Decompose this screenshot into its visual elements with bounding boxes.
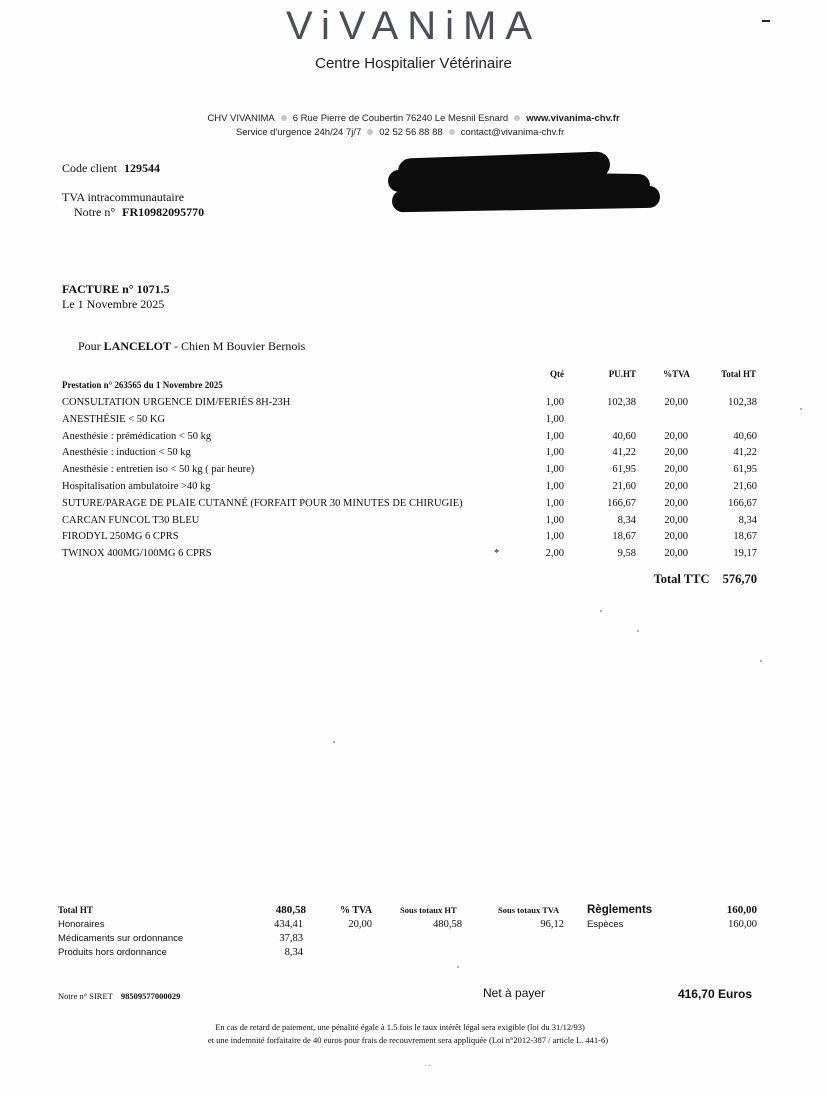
prestation-line: Prestation n° 263565 du 1 Novembre 2025 — [62, 380, 223, 390]
sous-totaux-ht-value: 480,58 — [433, 919, 462, 930]
tva-number-value: FR10982095770 — [122, 205, 205, 219]
header-qte: Qté — [550, 369, 564, 379]
line-label: Hospitalisation ambulatoire >40 kg — [62, 481, 211, 492]
invoice-title-label: FACTURE n° — [62, 282, 134, 296]
scan-speck — [600, 610, 602, 612]
bullet-icon — [367, 129, 373, 135]
especes-value: 160,00 — [728, 919, 757, 930]
line-pu: 21,60 — [612, 481, 636, 492]
line-qte: 1,00 — [545, 464, 564, 476]
line-qte: 1,00 — [545, 447, 564, 459]
bullet-icon — [514, 115, 520, 121]
header-total: Total HT — [721, 369, 756, 379]
line-label: TWINOX 400MG/100MG 6 CPRS — [62, 548, 212, 560]
scan-mark: · · — [424, 1062, 431, 1070]
patient-name: LANCELOT — [103, 339, 172, 353]
total-ttc-value: 576,70 — [722, 572, 757, 586]
line-tva: 20,00 — [664, 447, 688, 459]
sous-totaux-tva-value: 96,12 — [540, 919, 564, 930]
line-label: Anesthésie : prémédication < 50 kg — [62, 430, 212, 442]
net-a-payer-value: 416,70 Euros — [677, 987, 752, 1001]
especes-label: Espèces — [587, 919, 624, 930]
clinic-address: 6 Rue Pierre de Coubertin 76240 Le Mesnil Esnard — [292, 113, 509, 124]
line-tva: 20,00 — [664, 497, 688, 509]
line-pu: 40,60 — [612, 430, 636, 442]
summary-line-label: Médicaments sur ordonnance — [58, 933, 184, 944]
line-tva: 20,00 — [664, 514, 688, 526]
client-code-value: 129544 — [123, 161, 160, 175]
scan-speck — [457, 966, 459, 968]
net-a-payer-label: Net à payer — [483, 986, 546, 1000]
sous-totaux-tva-header: Sous totaux TVA — [498, 905, 560, 915]
line-pu: 41,22 — [612, 447, 636, 459]
line-qte: 1,00 — [545, 514, 564, 526]
tva-number-label: Notre n° — [74, 205, 116, 219]
siret — [58, 986, 180, 1004]
clinic-website: www.vivanima-chv.fr — [526, 113, 620, 124]
line-qte: 1,00 — [545, 481, 564, 492]
bullet-icon — [281, 115, 287, 121]
line-tva: 20,00 — [664, 481, 688, 492]
summary-line-value: 8,34 — [284, 947, 303, 958]
scan-speck — [760, 660, 762, 662]
line-total: 40,60 — [733, 430, 757, 442]
client-code-label: Code client — [62, 161, 117, 175]
total-ttc-label: Total TTC — [653, 572, 710, 586]
summary-total-ht-label: Total HT — [58, 905, 93, 915]
tva-label: TVA intracommunautaire — [62, 190, 185, 204]
summary-line-label: Produits hors ordonnance — [58, 947, 167, 958]
siret-value: 98509577000029 — [120, 991, 181, 1001]
siret-label: Notre n° SIRET — [58, 991, 113, 1001]
line-qte: 1,00 — [545, 430, 564, 442]
line-tva: 20,00 — [664, 548, 688, 560]
line-total: 61,95 — [733, 464, 757, 476]
line-label: Anesthésie : entretien iso < 50 kg ( par heure) — [62, 464, 255, 476]
line-label: SUTURE/PARAGE DE PLAIE CUTANNÉ (FORFAIT POUR 30 MINUTES DE CHIRUGIE) — [62, 497, 463, 509]
line-qte: 1,00 — [545, 397, 564, 408]
invoice-date: Le 1 Novembre 2025 — [62, 297, 165, 311]
legal-line-1: En cas de retard de paiement, une pénalité égale à 1.5 fois le taux intérêt légal sera exigible (loi du 31/12/93) — [215, 1022, 585, 1032]
line-pu: 61,95 — [612, 464, 636, 476]
header-pu: PU.HT — [608, 369, 636, 379]
line-qte: 2,00 — [545, 548, 564, 560]
tva-number — [74, 205, 204, 220]
line-pu: 102,38 — [607, 397, 636, 408]
clinic-name: CHV VIVANIMA — [207, 113, 275, 124]
scan-speck — [333, 741, 335, 743]
line-label: FIRODYL 250MG 6 CPRS — [62, 531, 179, 543]
line-pu: 166,67 — [607, 497, 636, 509]
line-label: CARCAN FUNCOL T30 BLEU — [62, 514, 200, 526]
line-total: 41,22 — [733, 447, 757, 459]
clinic-phone: 02 52 56 88 88 — [379, 127, 443, 138]
line-tva: 20,00 — [664, 397, 688, 408]
summary-line-value: 434,41 — [274, 919, 303, 930]
line-tva: 20,00 — [664, 531, 688, 543]
line-total: 18,67 — [733, 531, 757, 543]
line-pu: 8,34 — [617, 514, 636, 526]
summary-tva-value: 20,00 — [348, 919, 372, 930]
line-qte: 1,00 — [545, 497, 564, 509]
contact-line-2 — [0, 127, 800, 138]
legal-line-2: et une indemnité forfaitaire de 40 euros pour frais de recouvrement sera appliquée (Loi n°2012-387 / article L. 441-6) — [207, 1035, 609, 1045]
scan-speck — [800, 408, 802, 410]
bullet-icon — [449, 129, 455, 135]
summary-tva-header: % TVA — [340, 905, 373, 916]
client-code — [62, 161, 160, 176]
emergency-service: Service d'urgence 24h/24 7j/7 — [235, 127, 362, 138]
reglements-value: 160,00 — [726, 904, 757, 916]
line-label: ANESTHÉSIE < 50 KG — [62, 413, 166, 425]
line-qte: 1,00 — [545, 413, 564, 425]
line-pu: 9,58 — [617, 548, 636, 560]
summary-line-label: Honoraires — [58, 919, 105, 930]
line-mark: * — [494, 548, 500, 560]
vivanima-logo: ViVANiMA — [285, 4, 541, 48]
summary-line-value: 37,83 — [279, 933, 303, 944]
patient-line — [78, 339, 305, 354]
line-total: 166,67 — [728, 497, 757, 509]
line-total: 19,17 — [733, 548, 757, 560]
contact-line-1 — [0, 113, 827, 124]
redacted-block — [392, 186, 660, 213]
line-pu: 18,67 — [612, 531, 636, 543]
summary-total-ht-value: 480,58 — [275, 904, 306, 916]
reglements-label: Règlements — [587, 904, 653, 916]
tagline: Centre Hospitalier Vétérinaire — [315, 55, 512, 72]
patient-description: - Chien M Bouvier Bernois — [174, 339, 306, 353]
line-label: CONSULTATION URGENCE DIM/FERIÉS 8H-23H — [62, 397, 291, 408]
line-total: 21,60 — [733, 481, 757, 492]
line-label: Anesthésie : induction < 50 kg — [62, 447, 191, 459]
header-tva: %TVA — [663, 369, 690, 379]
line-total: 8,34 — [738, 514, 757, 526]
invoice-number: 1071.5 — [136, 282, 170, 296]
line-tva: 20,00 — [664, 430, 688, 442]
line-qte: 1,00 — [545, 531, 564, 543]
scan-mark — [762, 20, 770, 22]
pour-label: Pour — [78, 339, 101, 353]
line-total: 102,38 — [728, 397, 757, 408]
sous-totaux-ht-header: Sous totaux HT — [400, 905, 457, 915]
total-ttc — [600, 572, 757, 587]
scan-speck — [637, 630, 639, 632]
clinic-email: contact@vivanima-chv.fr — [460, 127, 565, 138]
invoice-title — [62, 282, 170, 297]
line-tva: 20,00 — [664, 464, 688, 476]
